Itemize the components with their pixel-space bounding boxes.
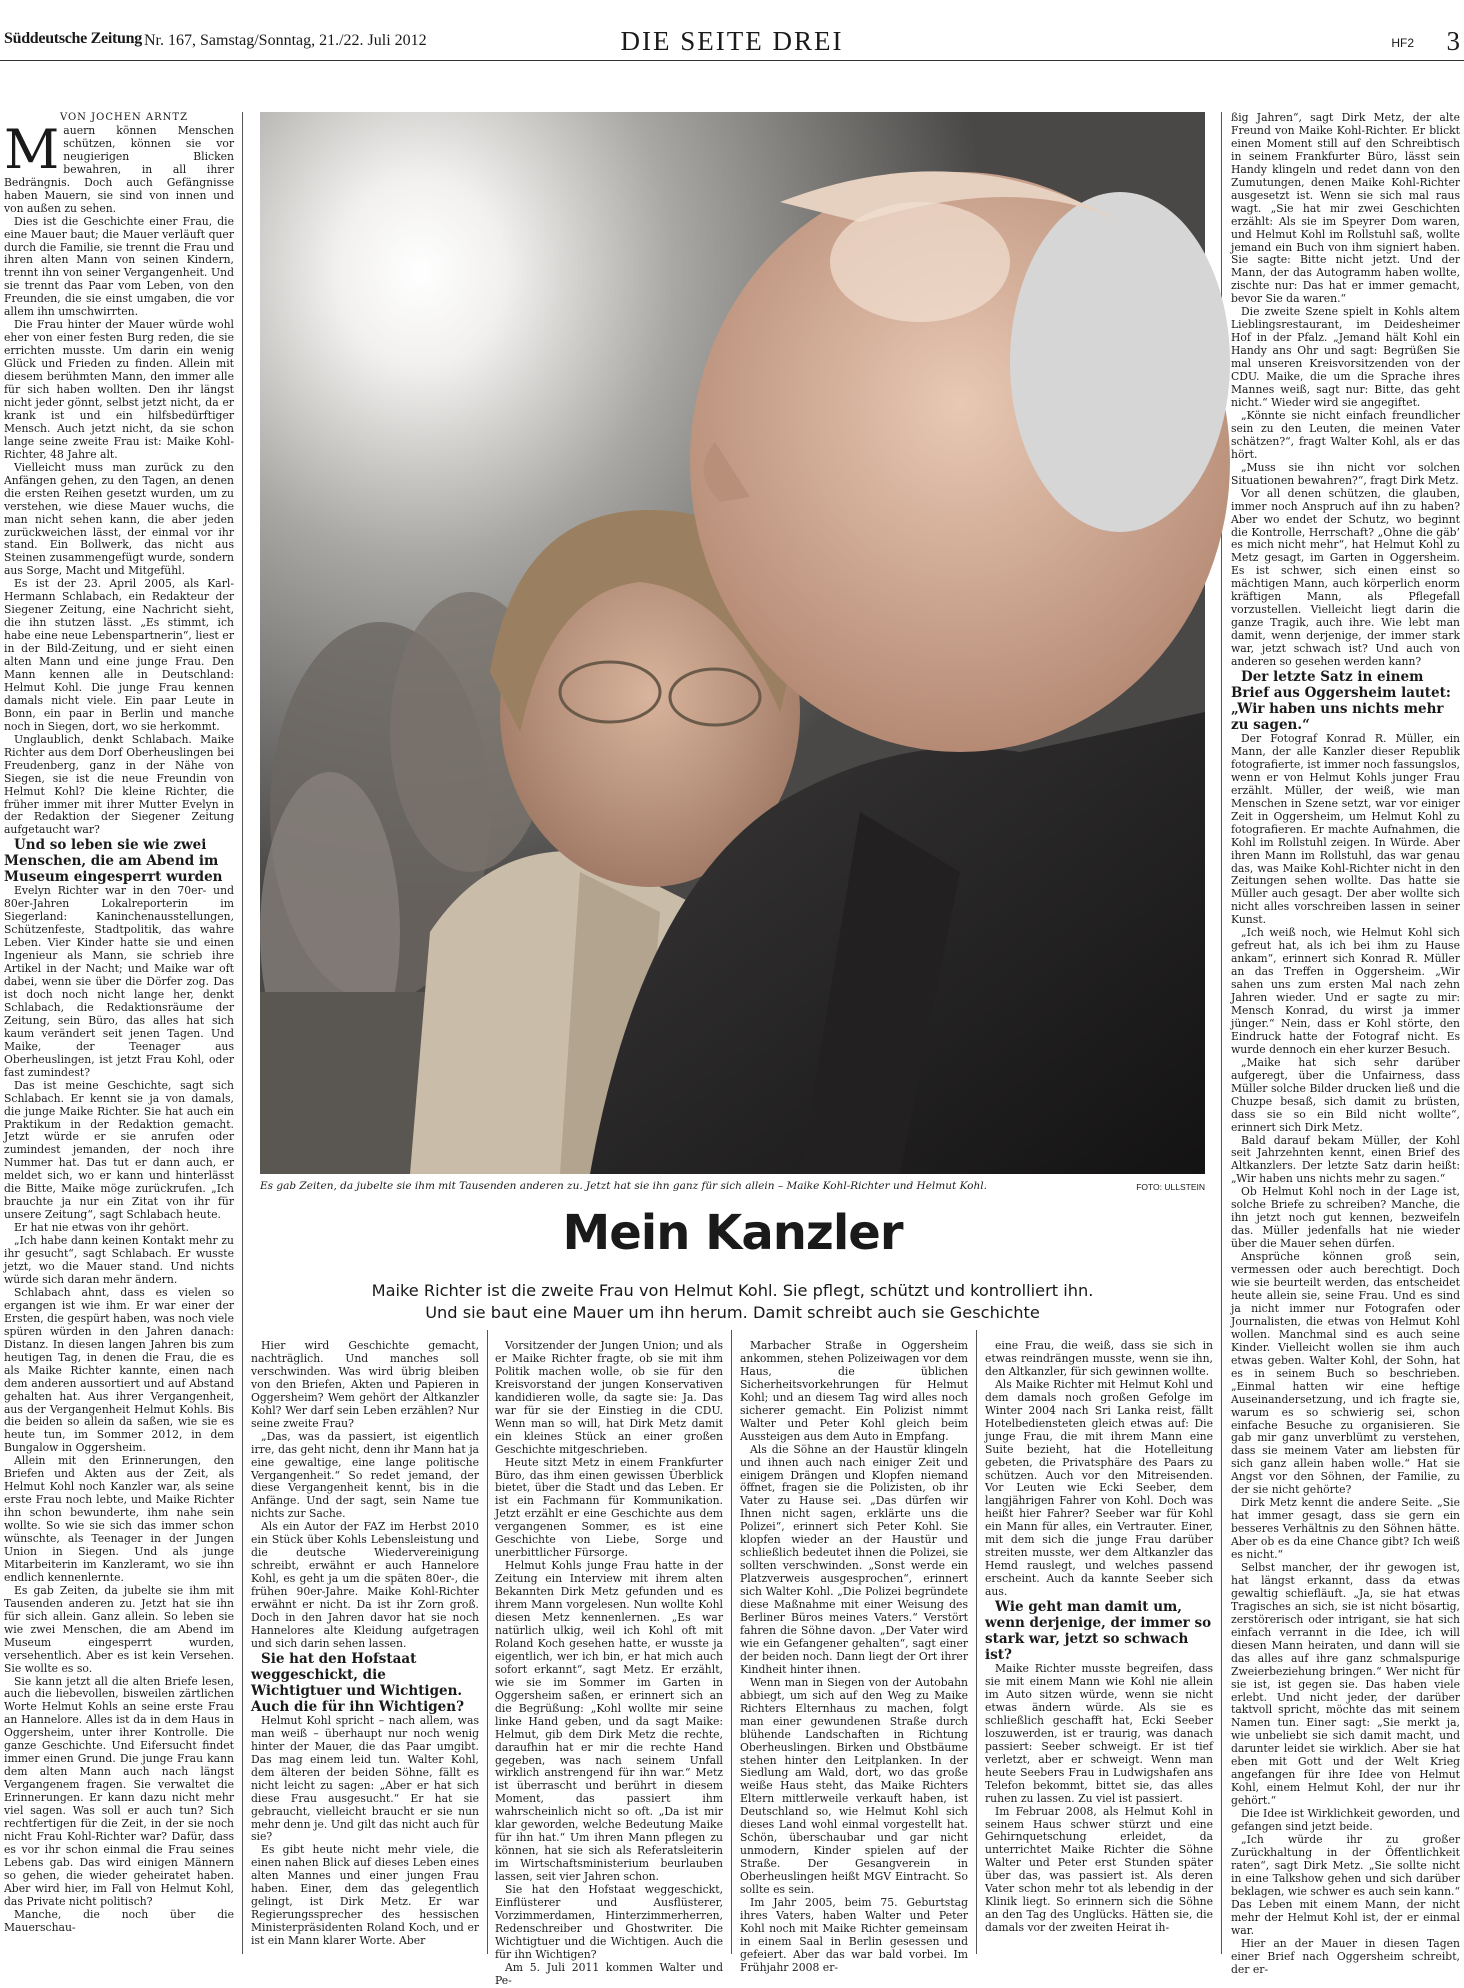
paragraph: Es gab Zeiten, da jubelte sie ihm mit Tausenden anderen zu. Jetzt hat sie ihn für sich allein. Ganz allein. So leben sie wie zwei Menschen, die am Abend im Museum eingesperrt wurden, versehentlich. Aber es ist kein Versehen. Sie wollte es so.: [4, 1583, 234, 1675]
paragraph: Die Frau hinter der Mauer würde wohl eher von einer festen Burg reden, die sie errichten musste. Um darin ein wenig Glück und Frieden zu finden. Allein mit diesem berühmten Mann, den immer alle für sich haben wollten. Den ihr längst nicht jeder gönnt, selbst jetzt nicht, da er krank ist und ein hilfsbedürftiger Mensch. Auch jetzt nicht, da sie schon lange seine zweite Frau ist: Maike Kohl-Richter, 48 Jahre alt.: [4, 318, 234, 461]
paragraph: Allein mit den Erinnerungen, den Briefen und Akten aus der Zeit, als Helmut Kohl noch Kanzler war, als seine erste Frau noch lebte, und Maike Richter ihn schon bewunderte, ihm nahe sein wollte. So wie sie sich das immer schon wünschte, als Teenager in der Jungen Union in Siegen. Und als junge Mitarbeiterin im Kanzleramt, wo sie ihn endlich kennenlernte.: [4, 1454, 234, 1584]
paragraph: Helmut Kohls junge Frau hatte in der Zeitung ein Interview mit ihrem alten Bekannten Dirk Metz gefunden und es ihrem Mann vorgelesen. Nun wollte Kohl diesen Metz kennenlernen. „Es war natürlich ulkig, weil ich Kohl oft mit Roland Koch gesehen hatte, er wusste ja eigentlich, wer ich bin, er hat mich auch sofort erkannt“, sagt Metz. Er erzählt, wie sie im Sommer im Garten in Oggersheim saßen, er erinnert sich an die Begrüßung: „Kohl wollte mir seine linke Hand geben, und da sagt Maike: Helmut, gib dem Dirk Metz die rechte, daraufhin hat er mir die rechte Hand gegeben, was nach seinem Unfall wirklich anstrengend für ihn war.“ Metz ist überrascht und berührt in diesem Moment, das passiert ihm wahrscheinlich nicht so oft. „Da ist mir klar geworden, welche Bedeutung Maike für ihn hat.“ Um ihren Mann pflegen zu können, hat sie sich als Referatsleiterin im Wirtschaftsministerium beurlauben lassen, seit vier Jahren schon.: [495, 1559, 723, 1884]
paragraph: Wenn man in Siegen von der Autobahn abbiegt, um sich auf den Weg zu Maike Richters Elternhaus zu machen, folgt man einer gewundenen Straße durch blühende Landschaften in Richtung Oberheuslingen. Birken und Obstbäume stehen hinter den Leitplanken. In der Siedlung am Wald, dort, wo das große weiße Haus steht, das Maike Richters Eltern mittlerweile verkauft haben, ist Deutschland so, wie Helmut Kohl sich dieses Land wohl einmal vorgestellt hat. Schön, überschaubar und gar nicht unmodern, Kinder spielen auf der Straße. Der Gesangverein in Oberheuslingen heißt MGV Eintracht. So sollte es sein.: [740, 1675, 968, 1897]
subheading: Sie hat den Hofstaat weggeschickt, die Wichtigtuer und Wichtigen. Auch die für ihn Wichtigen?: [251, 1650, 464, 1715]
lead-photo: [260, 112, 1205, 1174]
byline: VON JOCHEN ARNTZ: [59, 112, 189, 123]
paragraph: Sie kann jetzt all die alten Briefe lesen, auch die liebevollen, bisweilen zärtlichen Worte Helmut Kohls an seine erste Frau an Hannelore. Alles ist da in dem Haus in Oggersheim, unter ihrer Kontrolle. Die ganze Geschichte. Und Eifersucht findet immer einen Grund. Die junge Frau kann dem alten Mann auch nach längst Vergangenem fragen. Sie verwaltet die Erinnerungen. Er kann dazu nicht mehr viel sagen. Was soll er auch tun? Sich rechtfertigen für die Zeit, in der sie noch nicht Frau Kohl-Richter war? Dafür, dass es vor ihr schon einmal die Frau seines Lebens gab. Das wird einigen Männern so gehen, die wieder geheiratet haben. Aber wird hier, im Fall von Helmut Kohl, das Private nicht politisch?: [4, 1674, 234, 1908]
paragraph: Die Idee ist Wirklichkeit geworden, und gefangen sind jetzt beide.: [1231, 1807, 1460, 1834]
deck-line: Und sie baut eine Mauer um ihn herum. Damit schreibt auch sie Geschichte: [425, 1303, 1040, 1322]
paragraph: Maike Richter musste begreifen, dass sie mit einem Mann wie Kohl nie allein im Auto sitzen würde, wenn sie nicht etwas ändern würde. Als sie es schließlich geschafft hat, Ecki Seeber loszuwerden, ist er traurig, was danach passiert: Seeber schweigt. Er ist tief verletzt, aber er schweigt. Wenn man heute Seebers Frau in Ludwigshafen ans Telefon bekommt, bittet sie, das alles ruhen zu lassen. Zu viel ist passiert.: [985, 1662, 1213, 1805]
column-rule: [731, 1330, 732, 1954]
deck: [300, 1280, 1165, 1324]
column-rule: [242, 112, 243, 1954]
paragraph: Vor all denen schützen, die glauben, immer noch Anspruch auf ihn zu haben? Aber wo endet der Schutz, wo beginnt die Kontrolle, Herrschaft? „Ohne die gäb’ es mich nicht mehr“, hat Helmut Kohl zu Metz gesagt, im Garten in Oggersheim. Es ist schwer, sich einen einst so mächtigen Mann, auch körperlich enorm kräftigen Mann, als Pflegefall vorzustellen. Vielleicht liegt darin die ganze Tragik, auch ihre. Wie lebt man damit, wenn derjenige, der immer stark war, jetzt schwach ist? Und auch von anderen so gesehen werden kann?: [1231, 486, 1460, 669]
paragraph: „Ich habe dann keinen Kontakt mehr zu ihr gesucht“, sagt Schlabach. Er wusste jetzt, wo die Mauer stand. Und nichts würde sich daran mehr ändern.: [4, 1234, 234, 1286]
paragraph: Heute sitzt Metz in einem Frankfurter Büro, das ihm einen gewissen Überblick bietet, über die Stadt und das Leben. Er ist ein Fachmann für Kommunikation. Jetzt erzählt er eine Geschichte aus dem vergangenen Sommer, es ist eine Geschichte von Liebe, Sorge und unerbittlicher Fürsorge.: [495, 1455, 723, 1560]
photo-credit: FOTO: ULLSTEIN: [1136, 1182, 1205, 1192]
issue-info: Nr. 167, Samstag/Sonntag, 21./22. Juli 2012: [144, 32, 427, 49]
paragraph: „Könnte sie nicht einfach freundlicher sein zu den Leuten, die meinen Vater schätzen?“, fragt Walter Kohl, als er das hört.: [1231, 408, 1460, 461]
subheading: Wie geht man damit um, wenn derjenige, der immer so stark war, jetzt so schwach ist?: [985, 1599, 1212, 1664]
drop-cap: M: [4, 117, 60, 181]
paragraph: Als die Söhne an der Haustür klingeln und ihnen auch nach einiger Zeit und einigem Drängen und Klopfen niemand öffnet, fragen sie die Polizisten, ob ihr Vater zu Hause sei. „Das dürfen wir Ihnen nicht sagen, erklärte uns die Polizei“, erinnert sich Peter Kohl. Sie klopfen wieder an der Haustür und schließlich bedeutet ihnen die Polizei, sie sollten verschwinden. „Sonst werde ein Platzverweis ausgesprochen“, erinnert sich Walter Kohl. „Die Polizei begründete diese Maßnahme mit einer Weisung des Berliner Büros meines Vaters.“ Verstört fahren die Söhne davon. „Der Vater wird wie ein Gefangener gehalten“, sagt einer der beiden noch. Dann liegt der Ort ihrer Kindheit hinter ihnen.: [740, 1442, 968, 1676]
paragraph: Dies ist die Geschichte einer Frau, die eine Mauer baut; die Mauer verläuft quer durch die Familie, sie trennt die Frau und ihren alten Mann von seinen Kindern, trennt ihn von seiner Vergangenheit. Und sie trennt das Paar vom Leben, von den Freunden, die sie einst umgaben, die vor allem ihn umschwirrten.: [4, 214, 234, 319]
paragraph: Selbst mancher, der ihr gewogen ist, hat längst erkannt, dass da etwas gewaltig schiefläuft. „Ja, sie hat etwas Tragisches an sich, sie ist nicht bösartig, zerstörerisch oder intrigant, sie hat sich einfach verrannt in die Idee, ich will diesen Mann heiraten, und dann will sie das alles auf ihre ganz schmalspurige Zweierbeziehung bringen.“ Wer nicht für sie ist, ist gegen sie. Das haben viele erlebt. Und nicht jeder, der darüber taktvoll spricht, möchte das mit seinem Namen tun. Einer sagt: „Sie merkt ja, wie unbeliebt sie sich damit macht, und darunter leidet sie wirklich. Aber sie hat eben mit Gott und der Welt Krieg angefangen für ihre Idee von Helmut Kohl, einem Helmut Kohl, der nur ihr gehört.“: [1231, 1560, 1460, 1808]
paragraph: „Ich würde ihr zu großer Zurückhaltung in der Öffentlichkeit raten“, sagt Dirk Metz. „Sie sollte nicht in eine Talkshow gehen und sich darüber beklagen, wie schwer es auch sein kann.“ Das Leben mit einem Mann, der nicht mehr der Helmut Kohl ist, der er einmal war.: [1231, 1833, 1460, 1937]
subheading: Der letzte Satz in einem Brief aus Oggersheim lautet: „Wir haben uns nichts mehr zu sagen.“: [1231, 668, 1451, 733]
paragraph: Dirk Metz kennt die andere Seite. „Sie hat immer gesagt, dass sie gern ein besseres Verhältnis zu den Söhnen hätte. Aber ob es da eine Chance gibt? Ich weiß es nicht.“: [1231, 1496, 1460, 1562]
page-number: 3: [1446, 26, 1460, 56]
paragraph: Evelyn Richter war in den 70er- und 80er-Jahren Lokalreporterin im Siegerland: Kaninchenausstellungen, Schützenfeste, Stadtpolitik, das wahre Leben. Vier Kinder hatte sie und einen Ingenieur als Mann, sie schrieb ihre Artikel in der Nacht; und Maike war oft dabei, wenn sie über die Dörfer zog. Das ist doch noch nicht lange her, denkt Schlabach, die Redaktionsräume der Zeitung, sein Büro, das alles hat sich kaum verändert seit jenen Tagen. Und Maike, der Teenager aus Oberheuslingen, ist jetzt Frau Kohl, oder fast zumindest?: [4, 884, 234, 1079]
column-rule: [976, 1330, 977, 1954]
paragraph: Die zweite Szene spielt in Kohls altem Lieblingsrestaurant, im Deidesheimer Hof in der Pfalz. „Jemand hält Kohl ein Handy ans Ohr und sagt: Begrüßen Sie mal unseren Kreisvorsitzenden von der CDU. Maike, die um die Sprache ihres Mannes weiß, sagt nur: Bitte, das geht nicht.“ Wieder wird sie angegiftet.: [1231, 305, 1460, 409]
paragraph: eine Frau, die weiß, dass sie sich in etwas reindrängen musste, wenn sie ihn, den Altkanzler, für sich gewinnen wollte.: [985, 1339, 1213, 1378]
paragraph: Hier wird Geschichte gemacht, nachträglich. Und manches soll verschwinden. Was wird übrig bleiben von den Briefen, Akten und Papieren in Oggersheim? Wem gehört der Altkanzler Kohl? Wer darf sein Leben erzählen? Nur seine zweite Frau?: [251, 1339, 479, 1430]
paragraph: Am 5. Juli 2011 kommen Walter und Pe-: [495, 1960, 723, 1987]
article-column-4: [740, 1339, 968, 1974]
paragraph: Helmut Kohl spricht – nach allem, was man weiß – überhaupt nur noch wenig hinter der Mauer, die das Paar umgibt. Das mag einem leid tun. Walter Kohl, dem älteren der beiden Söhne, fällt es nicht leicht zu sagen: „Aber er hat sich diese Frau ausgesucht.“ Er hat sie gebraucht, vielleicht braucht er sie nun mehr denn je. Und gilt das nicht auch für sie?: [251, 1713, 479, 1844]
article-column-6: [1231, 111, 1460, 1976]
paragraph: Manche, die noch über die Mauerschau-: [4, 1907, 234, 1934]
paragraph: Vorsitzender der Jungen Union; und als er Maike Richter fragte, ob sie mit ihm Politik machen wolle, ob sie für den Kreisvorstand der jungen Konservativen kandidieren wolle, da sagte sie: Ja. Das war für sie der Einstieg in die CDU. Wenn man so will, hat Dirk Metz damit ein kleines Stück an einer großen Geschichte mitgeschrieben.: [495, 1339, 723, 1456]
paragraph: Er hat nie etwas von ihr gehört.: [14, 1221, 189, 1235]
paragraph: Marbacher Straße in Oggersheim ankommen, stehen Polizeiwagen vor dem Haus, die üblichen Sicherheitsvorkehrungen für Helmut Kohl; und an diesem Tag wird alles noch sicherer gemacht. Ein Polizist nimmt Walter und Peter Kohl gleich beim Aussteigen aus dem Auto in Empfang.: [740, 1339, 968, 1443]
paragraph: Als ein Autor der FAZ im Herbst 2010 ein Stück über Kohls Lebensleistung und die deutsche Wiedervereinigung schreibt, erwähnt er auch Hannelore Kohl, es geht ja um die späten 80er-, die frühen 90er-Jahre. Maike Kohl-Richter erwähnt er nicht. Da ist ihr Zorn groß. Doch in den Jahren davor hat sie noch Hannelores alte Kleidung aufgetragen und sich darin sehen lassen.: [251, 1520, 479, 1650]
column-rule: [487, 1330, 488, 1954]
paragraph: Ob Helmut Kohl noch in der Lage ist, solche Briefe zu schreiben? Manche, die ihn jetzt noch gut kennen, bezweifeln das. Müller jedenfalls hat nie wieder über die Mauer sehen dürfen.: [1231, 1185, 1460, 1251]
paragraph: Das ist meine Geschichte, sagt sich Schlabach. Er kennt sie ja von damals, die junge Maike Richter. Sie hat auch ein Praktikum in der Redaktion gemacht. Jetzt würde er sie anrufen oder zumindest jemanden, der noch ihre Nummer hat. Das tut er dann auch, er meldet sich, wo er kann und hinterlässt die Bitte, Maike möge zurückrufen. „Ich brauchte ja nur ein Zitat von ihr für unsere Zeitung“, sagt Schlabach heute.: [4, 1078, 234, 1222]
lead-paragraph: Mauern können Menschen schützen, können sie vor neugierigen Blicken bewahren, in all ihrer Bedrängnis. Doch auch Gefängnisse haben Mauern, sie sind von innen und von außen zu sehen.: [4, 117, 234, 215]
paragraph: Im Februar 2008, als Helmut Kohl in seinem Haus schwer stürzt und eine Gehirnquetschung erleidet, da unterrichtet Maike Richter die Söhne Walter und Peter erst Stunden später über das, was passiert ist. Als deren Vater schon mehr tot als lebendig in der Klinik liegt. So erinnern sich die Söhne an den Tag des Unglücks. Hätten sie, die damals vor der zweiten Heirat ih-: [985, 1804, 1213, 1935]
paragraph: Es ist der 23. April 2005, als Karl-Hermann Schlabach, ein Redakteur der Siegener Zeitung, eine Nachricht sieht, die ihn stutzen lässt. „Es stimmt, ich habe eine neue Lebenspartnerin“, liest er in der Bild-Zeitung, und er sieht einen alten Mann und eine junge Frau. Den Mann kennen alle in Deutschland: Helmut Kohl. Die junge Frau kennen damals nicht viele. Ein paar Leute in Bonn, ein paar in Berlin und manche noch in Siegen, dort, wo sie herkommt.: [4, 577, 234, 733]
paragraph: Ansprüche können groß sein, vermessen oder auch berechtigt. Doch wie sie beurteilt werden, das entscheidet heute allein sie, seine Frau. Und es sind ja nicht immer nur Fotografen oder Journalisten, die etwas von Helmut Kohl wollen. Manchmal sind es auch seine Kinder. Vielleicht wollen sie ihm auch etwas geben. Walter Kohl, der Sohn, hat es in seinem Buch so beschrieben. „Einmal hatten wir eine heftige Auseinandersetzung, und ich fragte sie, warum es so schwierig sei, schon einfache Besuche zu organisieren. Sie gab mir ganz unverblümt zu verstehen, dass sie meinem Vater am liebsten für sich ganz allein haben wolle.“ Hat sie Angst vor den Söhnen, der Familie, zu der sie nicht gehörte?: [1231, 1250, 1460, 1497]
paragraph: Vielleicht muss man zurück zu den Anfängen gehen, zu den Tagen, an denen die ersten Reihen gesetzt wurden, um zu verstehen, wie diese Mauer wuchs, die man nicht sehen kann, die aber jeden zurückweichen lässt, der einmal vor ihr stand. Ein Bollwerk, das nicht aus Steinen zusammengefügt wurde, sondern aus Sorge, Macht und Mitgefühl.: [4, 460, 234, 578]
paragraph: Der Fotograf Konrad R. Müller, ein Mann, der alle Kanzler dieser Republik fotografierte, ist immer noch fassungslos, wenn er von Helmut Kohls junger Frau erzählt. Müller, der weiß, wie man Menschen in Szene setzt, war vor einiger Zeit in Oggersheim, um Helmut Kohl zu fotografieren. Er machte Aufnahmen, die Kohl im Rollstuhl zeigen. In Würde. Aber ihren Mann im Rollstuhl, das war genau das, was Maike Kohl-Richter nicht in den Zeitungen sehen wollte. Das hatte sie Müller auch gesagt. Der aber wollte sich nicht alles vorschreiben lassen in seiner Kunst.: [1231, 731, 1460, 927]
paragraph: Unglaublich, denkt Schlabach. Maike Richter aus dem Dorf Oberheuslingen bei Freudenberg, ganz in der Nähe von Siegen, sie ist die neue Freundin von Helmut Kohl? Die kleine Richter, die früher immer mit ihrer Mutter Evelyn in der Redaktion der Siegener Zeitung aufgetaucht war?: [4, 732, 234, 837]
masthead: Süddeutsche Zeitung: [4, 30, 142, 47]
paragraph: Als Maike Richter mit Helmut Kohl und dem damals noch großen Gefolge im Winter 2004 nach Sri Lanka reist, fällt Hotelbediensteten gleich etwas auf: Die junge Frau, die mit ihrem Mann eine Suite bezieht, hat die Hotelleitung gebeten, die Privatsphäre des Paars zu schützen. Auch vor den Mitreisenden. Vor Leuten wie Ecki Seeber, dem langjährigen Fahrer von Kohl. Doch was heißt hier Fahrer? Seeber war für Kohl ein Mann für alles, ein Vertrauter. Einer, mit dem sich die junge Frau darüber streiten musste, wer dem Altkanzler das Hemd rauslegt, und welches passend erscheint. Auch da kannte Seeber sich aus.: [985, 1377, 1213, 1599]
paragraph: „Ich weiß noch, wie Helmut Kohl sich gefreut hat, als ich bei ihm zu Hause ankam“, erinnert sich Konrad R. Müller an das Treffen in Oggersheim. „Wir sahen uns zum ersten Mal nach zehn Jahren wieder. Und er sagte zu mir: Mensch Konrad, du wirst ja immer jünger.“ Nein, dass er Kohl störte, den Eindruck hatte der Fotograf nicht. Es wurde dennoch ein eher kurzer Besuch.: [1231, 926, 1460, 1056]
paragraph: „Muss sie ihn nicht vor solchen Situationen bewahren?“, fragt Dirk Metz.: [1231, 460, 1460, 487]
paragraph: Hier an der Mauer in diesen Tagen einer Brief nach Oggersheim schreibt, der er-: [1231, 1936, 1460, 1976]
paragraph: Im Jahr 2005, beim 75. Geburtstag ihres Vaters, haben Walter und Peter Kohl noch mit Maike Richter gemeinsam in einem Saal in Berlin gesessen und gefeiert. Aber das war bald vorbei. Im Frühjahr 2008 er-: [740, 1895, 968, 1974]
article-column-3: [495, 1339, 723, 1987]
paragraph: Es gibt heute nicht mehr viele, die einen nahen Blick auf dieses Leben eines alten Mannes und einer jungen Frau haben. Einer, dem das gelegentlich gelingt, ist Dirk Metz. Er war Regierungssprecher des hessischen Ministerpräsidenten Roland Koch, und er ist ein Mann klarer Worte. Aber: [251, 1843, 479, 1948]
paragraph: „Das, was da passiert, ist eigentlich irre, das geht nicht, denn ihr Mann hat ja eine gewaltige, eine lange politische Vergangenheit.“ So redet jemand, der diese Vergangenheit kennt, bis in die Anfänge. Und der sagt, sein Name tue nichts zur Sache.: [251, 1429, 479, 1521]
paragraph: Sie hat den Hofstaat weggeschickt, Einflüsterer und Ausflüsterer, Vorzimmerdamen, Hinterzimmerherren, Redenschreiber und Ghostwriter. Die Wichtigtuer und die Wichtigen. Auch die für ihn Wichtigen?: [495, 1883, 723, 1961]
section-title: DIE SEITE DREI: [620, 26, 844, 56]
subheading: Und so leben sie wie zwei Menschen, die am Abend im Museum eingesperrt wurden: [4, 837, 223, 886]
header-rule: [0, 60, 1464, 61]
article-column-1: [4, 112, 234, 1954]
edition-code: HF2: [1391, 36, 1414, 50]
paragraph: ßig Jahren“, sagt Dirk Metz, der alte Freund von Maike Kohl-Richter. Er blickt einen Moment still auf den Schreibtisch in seinem Frankfurter Büro, lässt sein Handy klingeln und redet dann von den Zumutungen, denen Maike Kohl-Richter ausgesetzt ist. Wenn sie sich mal raus wagt. „Sie hat mir zwei Geschichten erzählt: Als sie im Speyrer Dom waren, und Helmut Kohl im Rollstuhl saß, wollte jemand ein Buch von ihm signiert haben. Sie sagte: Bitte nicht jetzt. Und der Mann, der das Autogramm haben wollte, zischte nur: Das hat er immer gemacht, bevor Sie da waren.“: [1231, 111, 1460, 306]
article-column-5: [985, 1340, 1213, 1954]
page-header: [0, 0, 1464, 62]
paragraph: Schlabach ahnt, dass es vielen so ergangen ist wie ihm. Er war einer der Ersten, die gespürt haben, was noch viele spüren würden in den Jahren danach: Distanz. In diesen langen Jahren bis zum heutigen Tag, in denen die Frau, die es als Maike Richter kannte, einen nach dem anderen aussortiert und auf Abstand gehalten hat. Aus ihrer Vergangenheit, aus der Vergangenheit Helmut Kohls. Bis die beiden so allein da saßen, wie sie es heute tun, im Sommer 2012, in dem Bungalow in Oggersheim.: [4, 1285, 234, 1455]
photo-caption: Es gab Zeiten, da jubelte sie ihm mit Tausenden anderen zu. Jetzt hat sie ihn ganz für sich allein – Maike Kohl-Richter und Helmut Kohl. FOTO: ULLSTEIN: [260, 1180, 1205, 1192]
headline: Mein Kanzler: [562, 1205, 903, 1261]
paragraph: „Maike hat sich sehr darüber aufgeregt, über die Unfairness, dass Müller solche Bilder drucken ließ und die Chuzpe besaß, sich damit zu brüsten, dass sie so ein Bild nicht wollte“, erinnert sich Dirk Metz.: [1231, 1055, 1460, 1134]
article-column-2: [251, 1340, 479, 1954]
deck-line: Maike Richter ist die zweite Frau von Helmut Kohl. Sie pflegt, schützt und kontrolliert ihn.: [371, 1281, 1094, 1300]
paragraph: Bald darauf bekam Müller, der Kohl seit Jahrzehnten kennt, einen Brief des Altkanzlers. Der letzte Satz darin heißt: „Wir haben uns nichts mehr zu sagen.“: [1231, 1133, 1460, 1186]
